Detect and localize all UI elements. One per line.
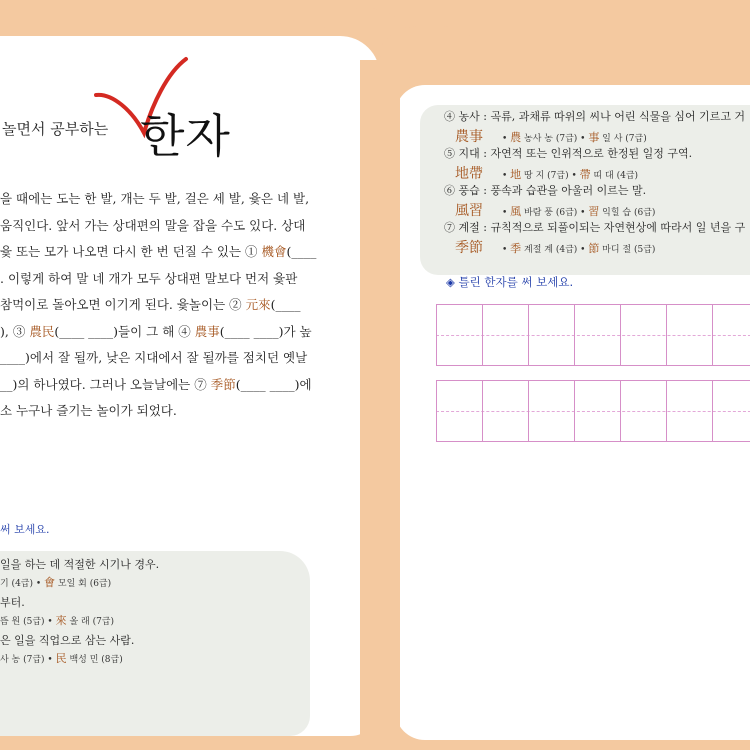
writing-cell[interactable] (620, 305, 621, 365)
hint-text: 띠 대 (4급) (590, 171, 639, 181)
body-line (0, 345, 330, 372)
writing-cell[interactable] (574, 305, 575, 365)
hanja-word: 季節 (210, 376, 236, 392)
body-text: 을 때에는 도는 한 발, 개는 두 발, 걸은 세 발, 윷은 네 발, (0, 191, 310, 206)
definition-text: 은 일을 직업으로 삼는 사람. (0, 634, 135, 647)
definition-text: ⑦ 계절 : 규칙적으로 되풀이되는 자연현상에 따라서 일 년을 구 (444, 221, 746, 234)
bullet: • (502, 245, 511, 255)
hanja-hint-row (502, 240, 655, 256)
body-text: 움직인다. 앞서 가는 상대편의 말을 잡을 수도 있다. 상대 (0, 217, 306, 233)
hanja-word: 元來 (245, 297, 271, 312)
hanja-hint-row (502, 166, 638, 182)
body-line (0, 213, 330, 240)
body-line (0, 186, 330, 213)
writing-cell[interactable] (482, 381, 483, 441)
definition-text: 일을 하는 데 적절한 시기나 경우. (0, 558, 160, 571)
body-line (0, 266, 330, 293)
hanja-char: 民 (55, 652, 67, 665)
hanja-hint-row (0, 612, 114, 628)
answer-blank: (____ ____)가 높 (219, 323, 312, 339)
hanja-char: 帶 (579, 168, 591, 181)
answer-blank: (____ ____)들이 그 해 ④ (54, 323, 195, 339)
hint-text: 기 (4급) (0, 579, 33, 589)
bullet: • (44, 617, 56, 627)
writing-grid-row[interactable] (436, 380, 750, 442)
hanja-word: 風習 (455, 203, 483, 219)
bullet: • (44, 655, 56, 665)
hint-text: 모일 회 (6급) (55, 579, 112, 589)
writing-cell[interactable] (436, 381, 437, 441)
hanja-word: 地帶 (455, 166, 483, 182)
hint-text: 사 농 (7급) (0, 655, 45, 665)
hanja-word: 農民 (29, 323, 55, 339)
answer-blank: (____ (270, 297, 301, 312)
bullet: • (502, 171, 511, 181)
hanja-char: 農 (510, 131, 522, 144)
body-line (0, 319, 330, 346)
body-text: ), ③ (0, 323, 30, 339)
hanja-char: 習 (588, 205, 600, 218)
hanja-char: 來 (55, 614, 67, 627)
hanja-word: 農事 (455, 129, 483, 145)
definition-text: 부터. (0, 596, 25, 609)
writing-cell[interactable] (574, 381, 575, 441)
hint-text: 바람 풍 (6급) (521, 208, 578, 218)
writing-cell[interactable] (712, 305, 713, 365)
body-line (0, 372, 330, 399)
hanja-hint-row (0, 650, 123, 666)
body-text: ____)에서 잘 될까, 낮은 지대에서 잘 될까를 점치던 옛날 (0, 350, 308, 365)
writing-cell[interactable] (666, 305, 667, 365)
body-text: __)의 하나였다. 그러나 오늘날에는 ⑦ (0, 376, 211, 392)
practice-instruction: ◈ 틀린 한자를 써 보세요. (446, 275, 574, 289)
definition-text: ④ 농사 : 곡류, 과채류 따위의 씨나 어린 식물을 심어 기르고 거 (444, 110, 746, 123)
answer-blank: (____ (286, 244, 317, 259)
bullet: • (577, 208, 589, 218)
body-text: 참먹이로 돌아오면 이기게 된다. 윷놀이는 ② (0, 297, 246, 312)
hanja-hint-row (502, 203, 655, 219)
hint-text: 올 래 (7급) (66, 617, 115, 627)
hint-text: 농사 농 (7급) (521, 134, 578, 144)
hanja-char: 會 (44, 576, 56, 589)
definition-text: ⑥ 풍습 : 풍속과 습관을 아울러 이르는 말. (444, 184, 647, 197)
body-line (0, 239, 330, 266)
body-paragraph (0, 186, 330, 425)
hanja-char: 節 (588, 242, 600, 255)
hanja-char: 事 (588, 131, 600, 144)
bullet: • (577, 245, 589, 255)
hanja-word: 機會 (261, 244, 287, 259)
body-text: 윷 또는 모가 나오면 다시 한 번 던질 수 있는 ① (0, 244, 262, 259)
definition-text: ⑤ 지대 : 자연적 또는 인위적으로 한정된 일정 구역. (444, 147, 693, 160)
answer-blank: (____ ____)에 (235, 376, 312, 392)
writing-grid-row[interactable] (436, 304, 750, 366)
body-text: . 이렇게 하여 말 네 개가 모두 상대편 말보다 먼저 윷판 (0, 270, 298, 286)
writing-cell[interactable] (528, 381, 529, 441)
body-line (0, 292, 330, 319)
body-line (0, 398, 330, 425)
hint-text: 일 사 (7급) (599, 134, 647, 144)
hanja-char: 風 (510, 205, 522, 218)
body-text: 소 누구나 즐기는 놀이가 되었다. (0, 403, 177, 418)
tree-trunk (360, 60, 400, 750)
writing-cell[interactable] (620, 381, 621, 441)
bullet: • (33, 579, 45, 589)
hint-text: 뜸 원 (5급) (0, 617, 45, 627)
header-subtitle: 놀면서 공부하는 (2, 120, 109, 138)
bullet: • (577, 134, 589, 144)
hint-text: 백성 민 (8급) (66, 655, 123, 665)
bullet: • (568, 171, 580, 181)
writing-cell[interactable] (528, 305, 529, 365)
hanja-word: 季節 (455, 240, 483, 256)
bullet: • (502, 134, 511, 144)
writing-cell[interactable] (712, 381, 713, 441)
writing-cell[interactable] (666, 381, 667, 441)
bullet: • (502, 208, 511, 218)
page-title: 한자 (140, 109, 231, 163)
hanja-hint-row (502, 129, 647, 145)
hanja-hint-row (0, 574, 111, 590)
hanja-char: 季 (510, 242, 522, 255)
hint-text: 익힐 습 (6급) (599, 208, 656, 218)
writing-cell[interactable] (436, 305, 437, 365)
hanja-char: 地 (510, 168, 522, 181)
exercise-instruction: 써 보세요. (0, 523, 50, 536)
hint-text: 땅 지 (7급) (521, 171, 569, 181)
writing-cell[interactable] (482, 305, 483, 365)
hint-text: 계절 계 (4급) (521, 245, 578, 255)
hanja-word: 農事 (194, 323, 220, 339)
hint-text: 마디 절 (5급) (599, 245, 656, 255)
